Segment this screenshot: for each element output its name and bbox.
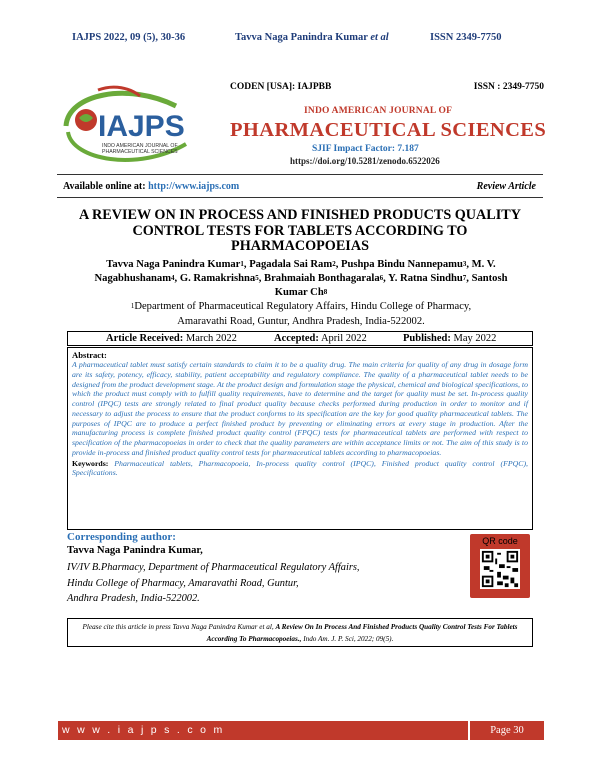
- divider: [57, 197, 543, 198]
- iajps-logo: [58, 80, 218, 172]
- website-link[interactable]: http://www.iajps.com: [148, 181, 240, 192]
- corresponding-address: IV/IV B.Pharmacy, Department of Pharmaceutical Regulatory Affairs, Hindu College of Pharmacy, Amaravathi Road, Guntur, Andhra Pradesh, India-522002.: [67, 562, 360, 605]
- et-al: et al: [370, 32, 389, 43]
- journal-name-small: INDO AMERICAN JOURNAL OF: [304, 106, 453, 116]
- running-author: Tavva Naga Panindra Kumar et al: [235, 32, 389, 43]
- abstract-text: A pharmaceutical tablet must satisfy certain standards to claim it to be a quality drug. The main criteria for quality of any drug in dosage form are its safety, potency, efficacy, stability, patient acceptability and regulatory compliance. The quality of a pharmaceutical tablet needs to be designed from the product development stage. At the product design and formulation stage the physical, chemical and biological specifications, to which the product must comply with to fulfill quality requirements, have to determine and the target for quality must be set. In-process quality control (IPQC) tests are strongly related to final product quality because checks performed during production in order to monitor and if necessary to adjust the process to ensure that the product conforms to its specification are the key for good quality pharmaceutical tablets. The purposes of IPQC are to produce a perfect finished product by preventing or eliminating errors at every stage in production. After the manufacturing process is complete finished product quality control (FPQC) tests for pharmaceutical tablets are performed with respect to specification of the pharmacopoeias in order to check that the quality parameters are within acceptance limits or not. The aim of this study is to provide in-process and finished product quality control tests for pharmaceutical tablets according to pharmacopoeias.: [72, 360, 528, 457]
- author: Tavva Naga Panindra Kumar$^1$: [106, 259, 244, 270]
- sjif-impact-factor: SJIF Impact Factor: 7.187: [312, 144, 419, 154]
- author: G. Ramakrishna$^5$: [179, 273, 259, 285]
- received-date: Article Received: March 2022: [106, 333, 237, 344]
- abstract-box: [67, 347, 533, 530]
- paper-title: A REVIEW ON IN PROCESS AND FINISHED PRODUCTS QUALITY CONTROL TESTS FOR TABLETS ACCORDING TO PHARMACOPOEIAS: [79, 207, 521, 254]
- author-list: Tavva Naga Panindra Kumar$^1$, Pagadala Sai Ram$^2$, Pushpa Bindu Nannepamu$^3$, M. V. Nagabhushanam$^4$, G. Ramakrishna$^5$, Brahmaiah Bonthagarala$^6$, Y. Ratna Sindhu$^7$, Santosh Kumar Ch$^8$: [94, 259, 508, 299]
- keywords: Keywords: Pharmaceutical tablets, Pharmacopoeia, In-process quality control (IPQC), Finished product quality control (FPQC), Specifications.: [72, 458, 528, 478]
- corresponding-heading: Corresponding author:: [67, 531, 176, 543]
- author: Y. Ratna Sindhu$^7$: [388, 273, 467, 285]
- coden: CODEN [USA]: IAJPBB: [230, 82, 332, 92]
- logo-subtext-2: PHARMACEUTICAL SCIENCES: [102, 149, 178, 155]
- logo-subtext-1: INDO AMERICAN JOURNAL OF: [102, 143, 178, 149]
- accepted-date: Accepted: April 2022: [274, 333, 367, 344]
- author: M. V. Nagabhushanam$^4$: [94, 259, 496, 285]
- journal-issue: IAJPS 2022, 09 (5), 30-36: [72, 32, 186, 43]
- corresponding-name: Tavva Naga Panindra Kumar,: [67, 545, 203, 556]
- page-footer: [58, 721, 544, 740]
- article-type: Review Article: [476, 181, 536, 192]
- qr-code-icon[interactable]: [480, 549, 520, 589]
- logo-text: IAJPS: [98, 110, 185, 143]
- author: Pagadala Sai Ram$^2$: [249, 259, 336, 270]
- running-issn: ISSN 2349-7750: [430, 32, 502, 43]
- author: Santosh Kumar Ch$^8$: [274, 273, 508, 299]
- author: Brahmaiah Bonthagarala$^6$: [264, 273, 384, 285]
- abstract-label: Abstract:: [72, 350, 107, 360]
- masthead: [58, 72, 547, 172]
- citation-box: Please cite this article in press Tavva Naga Panindra Kumar et al, A Review On In Process And Finished Products Quality Control Tests For Tablets According To Pharmacopoeias., Indo Am. J. P. Sci, 2022; 09(5).: [67, 618, 533, 647]
- page-number: Page 30: [470, 721, 544, 740]
- masthead-issn: ISSN : 2349-7750: [473, 82, 544, 92]
- footer-url[interactable]: w w w . i a j p s . c o m: [58, 721, 468, 740]
- qr-code-box: [470, 534, 530, 598]
- author: Pushpa Bindu Nannepamu$^3$: [340, 259, 467, 270]
- article-dates: [67, 331, 533, 346]
- journal-name: PHARMACEUTICAL SCIENCES: [230, 119, 547, 141]
- affiliation: $^1$Department of Pharmaceutical Regulatory Affairs, Hindu College of Pharmacy, Amaravathi Road, Guntur, Andhra Pradesh, India-522002.: [130, 301, 472, 327]
- published-date: Published: May 2022: [403, 333, 497, 344]
- qr-label: QR code: [482, 536, 518, 546]
- divider: [57, 174, 543, 175]
- doi-link[interactable]: https://doi.org/10.5281/zenodo.6522026: [290, 156, 440, 166]
- availability: Available online at: http://www.iajps.com: [63, 181, 240, 192]
